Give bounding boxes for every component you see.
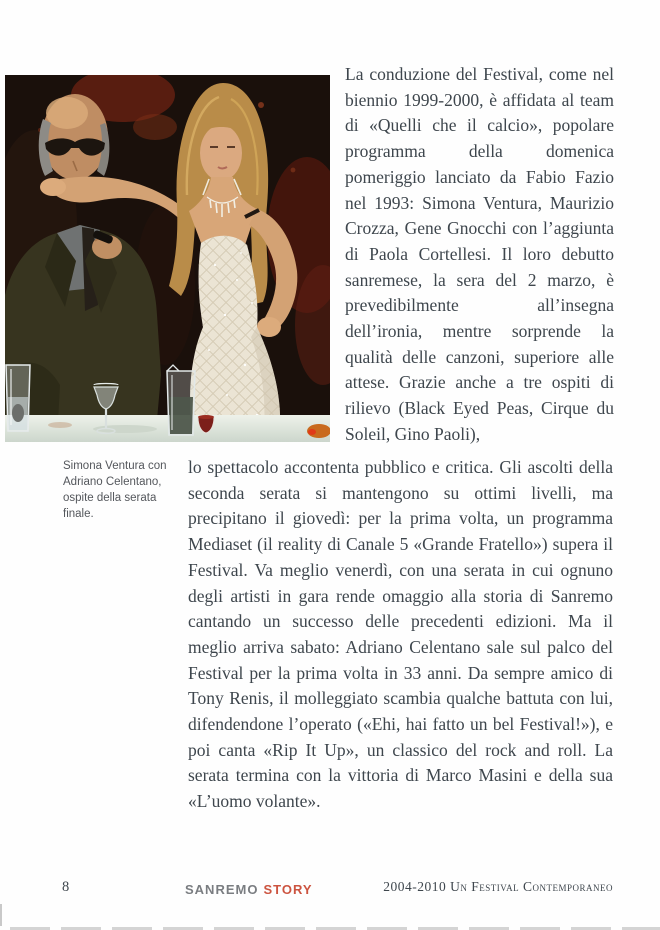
brand-story: STORY	[263, 882, 313, 897]
festival-photo	[5, 75, 330, 442]
book-brand	[185, 882, 313, 897]
photo-caption: Simona Ventura con Adriano Celentano, ospite della serata finale.	[63, 460, 167, 520]
scan-left-edge-artifact	[0, 904, 2, 926]
brand-sanremo: SANREMO	[185, 882, 259, 897]
chapter-title: 2004-2010 Un Festival Contemporaneo	[383, 879, 613, 894]
article-column-paragraph: La conduzione del Festival, come nel biennio 1999-2000, è affidata al team di «Quelli che il calcio», popolare programma della domenica pomeriggio lanciato da Fabio Fazio nel 1993: Simona Ventura, Maurizio Crozza, Gene Gnocchi con l’aggiunta di Paola Cortellesi. Il loro debutto sanremese, la sera del 2 marzo, è prevedibilmente all’insegna dell’ironia, mentre sorprende la qualità delle canzoni, superiore alle attese. Grazie anche a tre ospiti di rilievo (Black Eyed Peas, Cirque du Soleil, Gino Paoli),	[345, 64, 614, 444]
page-number: 8	[62, 879, 70, 895]
article-main-paragraph: lo spettacolo accontenta pubblico e critica. Gli ascolti della seconda serata si mantengono su ottimi livelli, ma precipitano il giovedì: per la prima volta, un programma Mediaset (il reality di Canale 5 «Grande Fratello») supera il Festival. Va meglio venerdì, con una serata in cui ognuno degli artisti in gara rende omaggio alla storia di Sanremo cantando un successo delle precedenti edizioni. Ma il meglio arriva sabato: Adriano Celentano sale sul palco del Festival per la prima volta in 33 anni. Da sempre amico di Tony Renis, il molleggiato scambia qualche battuta con lui, difendendone l’operato («Ehi, hai fatto un bel Festival!»), e poi canta «Rip It Up», un classico del rock and roll. La serata termina con la vittoria di Marco Masini e della sua «L’uomo volante».	[188, 457, 613, 812]
photo-illustration	[5, 75, 330, 442]
